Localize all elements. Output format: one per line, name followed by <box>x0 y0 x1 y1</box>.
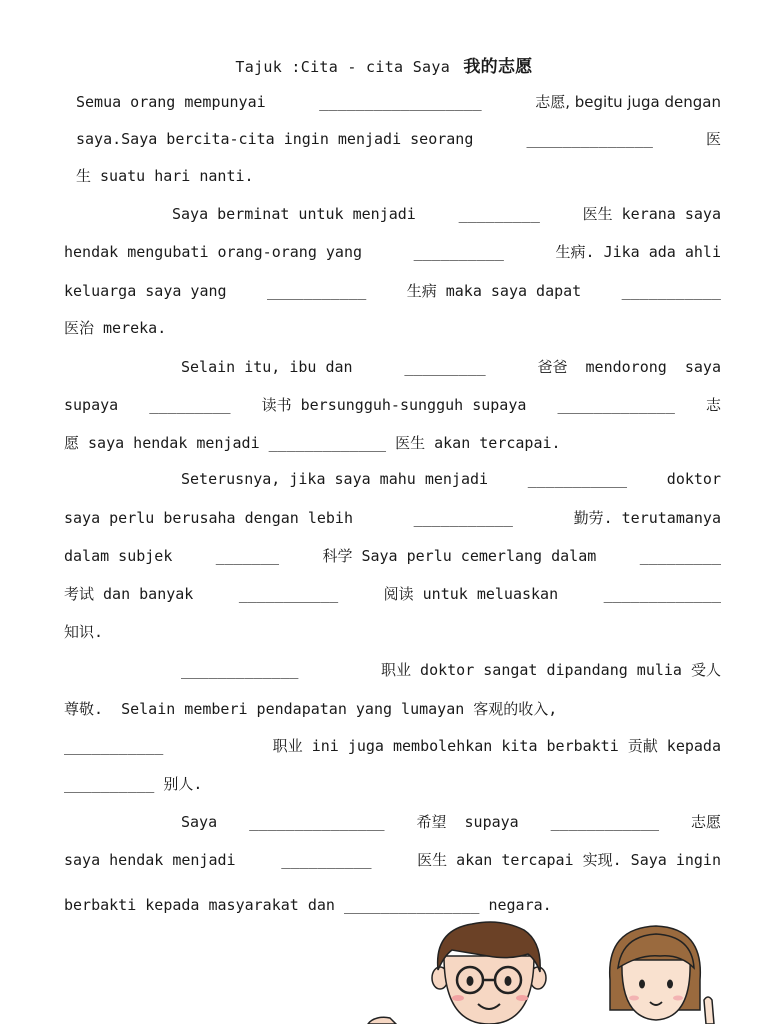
text-line <box>64 774 202 794</box>
text-line <box>64 433 561 453</box>
blank-segment: _____________ <box>557 396 675 414</box>
text-segment: 阅读 untuk meluaskan <box>383 585 559 603</box>
text-line <box>64 622 103 642</box>
blank-segment: __________ <box>281 851 372 869</box>
text-line <box>76 166 254 186</box>
blank-segment: _______________ <box>249 813 385 831</box>
text-line <box>172 204 721 224</box>
text-line <box>76 92 721 112</box>
blank-segment: ___________ <box>413 509 513 527</box>
text-line <box>64 242 721 262</box>
text-segment: 生 suatu hari nanti. <box>76 167 254 185</box>
text-line <box>64 895 552 915</box>
text-line <box>64 546 721 566</box>
text-segment: 知识. <box>64 623 104 641</box>
text-segment: saya.Saya bercita-cita ingin menjadi seorang <box>76 130 474 148</box>
blank-segment: _____________ <box>181 661 299 679</box>
text-segment: Saya <box>181 813 218 831</box>
text-segment: 考试 dan banyak <box>64 585 194 603</box>
text-line <box>76 129 721 149</box>
text-line <box>181 660 721 680</box>
text-segment: 志愿 <box>690 813 721 831</box>
blank-segment: _______ <box>215 547 280 565</box>
text-segment: doktor <box>666 470 721 488</box>
text-segment: 医生 kerana saya <box>582 205 721 223</box>
blank-segment: _________ <box>458 205 540 223</box>
text-segment: hendak mengubati orang-orang yang <box>64 243 363 261</box>
text-segment: keluarga saya yang <box>64 282 227 300</box>
text-segment: 职业 ini juga membolehkan kita berbakti 贡献 kepada <box>272 737 721 755</box>
girl-character <box>610 926 714 1024</box>
blank-segment: _________ <box>404 358 486 376</box>
text-line <box>64 736 721 756</box>
text-line <box>181 357 721 377</box>
text-line <box>181 469 721 489</box>
text-segment: saya hendak menjadi <box>64 851 236 869</box>
worksheet-title <box>0 52 768 77</box>
text-line <box>64 508 721 528</box>
blank-segment: ___________ <box>266 282 367 300</box>
cartoon-illustration <box>360 920 768 1024</box>
text-segment: 愿 saya hendak menjadi <box>64 434 260 452</box>
text-line <box>64 584 721 604</box>
text-segment: saya perlu berusaha dengan lebih <box>64 509 353 527</box>
blank-segment: _____________ <box>268 434 387 452</box>
doctor-character <box>368 922 546 1024</box>
blank-segment: ___________ <box>64 737 164 755</box>
text-segment: 医生 akan tercapai. <box>395 434 561 452</box>
blank-segment: _________ <box>639 547 721 565</box>
text-line <box>64 318 166 338</box>
text-segment: 爸爸 mendorong saya <box>537 358 721 376</box>
text-segment: 医治 mereka. <box>64 319 167 337</box>
text-segment: supaya <box>64 396 119 414</box>
blank-segment: _______________ <box>343 896 480 914</box>
text-line <box>64 395 721 415</box>
text-segment: Semua orang mempunyai <box>76 93 266 111</box>
blank-segment: __________ <box>64 775 155 793</box>
text-segment: Saya berminat untuk menjadi <box>172 205 416 223</box>
text-segment: Selain itu, ibu dan <box>181 358 353 376</box>
text-segment: 志 <box>705 396 721 414</box>
text-segment: 勤劳. terutamanya <box>573 509 721 527</box>
text-line <box>64 850 721 870</box>
text-segment: 别人. <box>163 775 203 793</box>
text-segment: berbakti kepada masyarakat dan <box>64 896 335 914</box>
text-segment: 医 <box>705 130 721 148</box>
blank-segment: ______________ <box>526 130 653 148</box>
title-malay: Tajuk :Cita - cita Saya <box>235 58 451 76</box>
text-segment: 医生 akan tercapai 实现. Saya ingin <box>417 851 721 869</box>
blank-segment: ____________ <box>550 813 660 831</box>
blank-segment: ___________ <box>621 282 721 300</box>
blank-segment: _________ <box>149 396 231 414</box>
blank-segment: __________ <box>413 243 504 261</box>
text-segment: 生病 maka saya dapat <box>406 282 582 300</box>
blank-segment: ___________ <box>238 585 339 603</box>
text-segment: 希望 supaya <box>416 813 519 831</box>
text-segment: 科学 Saya perlu cemerlang dalam <box>322 547 597 565</box>
title-chinese: 我的志愿 <box>463 57 533 77</box>
text-segment: negara. <box>488 896 552 914</box>
text-segment: 志愿, begitu juga dengan <box>535 93 721 111</box>
blank-segment: __________________ <box>319 93 482 111</box>
text-segment: 读书 bersungguh-sungguh supaya <box>261 396 527 414</box>
text-line <box>64 699 721 719</box>
text-segment: Seterusnya, jika saya mahu menjadi <box>181 470 489 488</box>
text-segment: 生病. Jika ada ahli <box>555 243 721 261</box>
text-segment: 职业 doktor sangat dipandang mulia 受人 <box>381 661 721 679</box>
blank-segment: ___________ <box>527 470 628 488</box>
text-line <box>64 281 721 301</box>
text-segment: 尊敬. Selain memberi pendapatan yang lumayan 客观的收入, <box>64 700 558 718</box>
blank-segment: _____________ <box>603 585 721 603</box>
text-line <box>181 812 721 832</box>
text-segment: dalam subjek <box>64 547 173 565</box>
